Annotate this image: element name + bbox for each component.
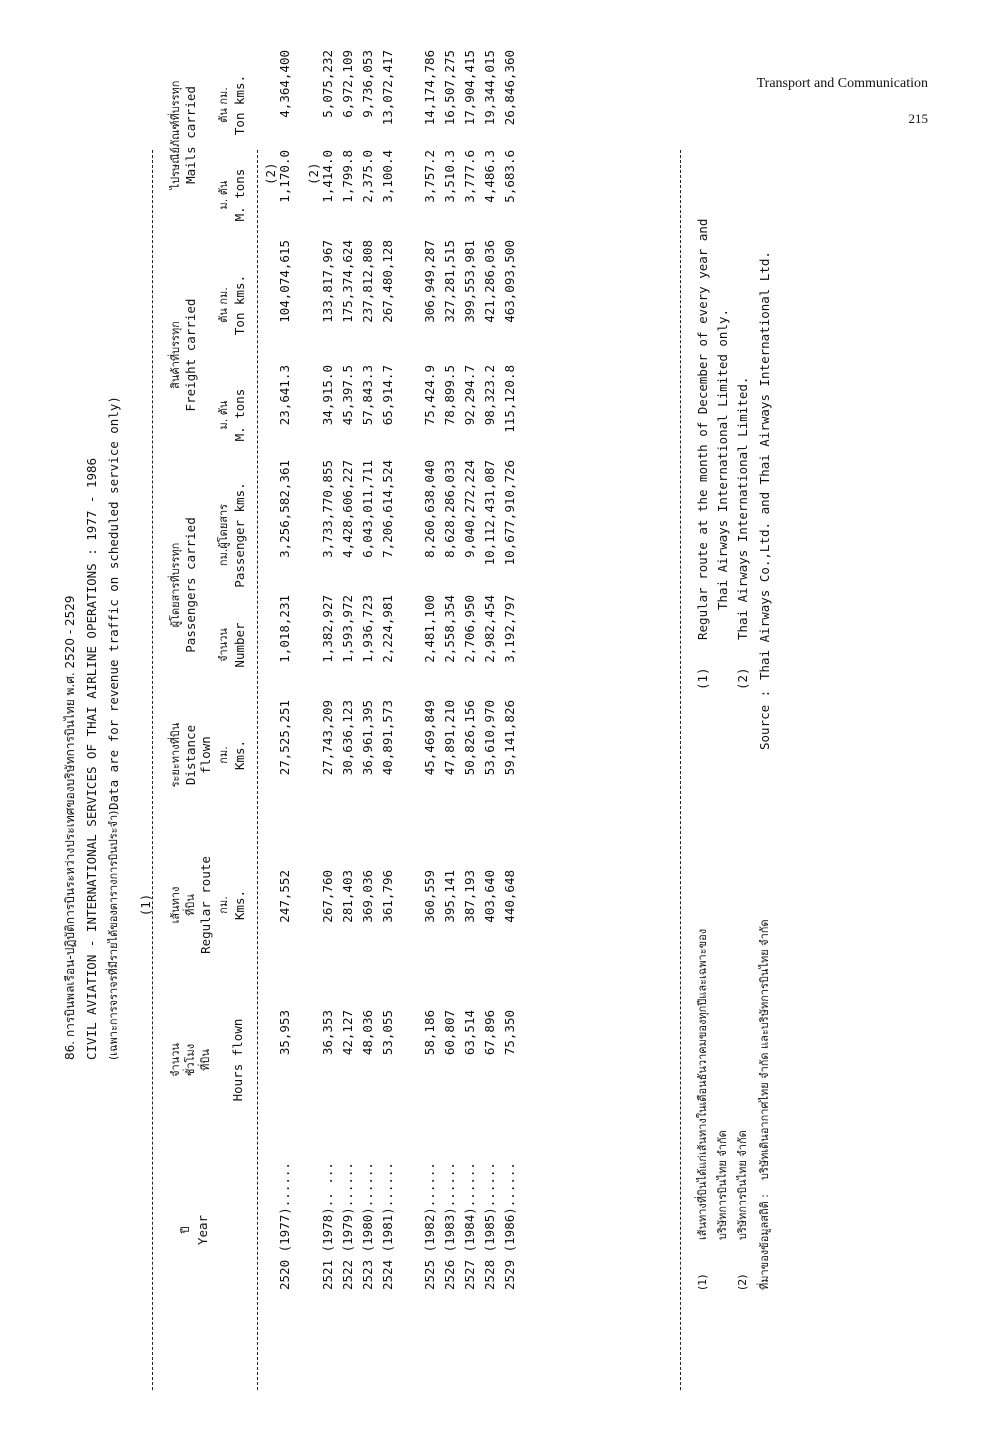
footnote-text-eng: Regular route at the month of December of every year and bbox=[695, 218, 710, 640]
cell-freight-tonkms: 327,281,515 bbox=[442, 240, 457, 323]
cell-freight-mtons: 115,120.8 bbox=[502, 365, 517, 433]
cell-passenger-kms: 6,043,011,711 bbox=[360, 460, 375, 558]
cell-year: 2525 (1982)...... bbox=[422, 1162, 437, 1290]
cell-year: 2523 (1980)...... bbox=[360, 1162, 375, 1290]
route-header-thai-2: ที่บิน bbox=[184, 894, 197, 916]
cell-mails-mtons: 1,170.0 bbox=[277, 150, 292, 203]
freight-tonkms-eng: Ton kms. bbox=[232, 274, 247, 336]
distance-header-eng-2: flown bbox=[198, 736, 213, 774]
cell-year: 2526 (1983)...... bbox=[442, 1162, 457, 1290]
cell-passengers-number: 3,192,797 bbox=[502, 595, 517, 663]
cell-distance-flown: 27,743,209 bbox=[320, 700, 335, 776]
cell-distance-flown: 59,141,826 bbox=[502, 700, 517, 776]
cell-distance-flown: 30,636,123 bbox=[340, 700, 355, 776]
cell-hours-flown: 58,186 bbox=[422, 1010, 437, 1056]
cell-freight-mtons: 92,294.7 bbox=[462, 365, 477, 426]
cell-passenger-kms: 10,112,431,087 bbox=[482, 460, 497, 566]
distance-unit-eng: Kms. bbox=[232, 739, 247, 771]
route-header-thai-1: เส้นทาง bbox=[169, 886, 182, 924]
hours-header-eng: Hours flown bbox=[230, 1018, 245, 1102]
cell-hours-flown: 60,807 bbox=[442, 1010, 457, 1056]
cell-year: 2521 (1978).. ... bbox=[320, 1162, 335, 1290]
footnote-mark-eng: (1) bbox=[695, 667, 710, 690]
footnote-mark-eng: Source : bbox=[757, 689, 772, 750]
running-header-section: Transport and Communication bbox=[756, 76, 928, 91]
distance-header-eng-1: Distance bbox=[183, 724, 198, 786]
cell-passenger-kms: 7,206,614,524 bbox=[380, 460, 395, 558]
hours-header-thai-1: จำนวน bbox=[169, 1043, 182, 1077]
cell-mails-tonkms: 13,072,417 bbox=[380, 50, 395, 126]
mails-footnote-mark: (2) bbox=[306, 162, 321, 185]
cell-hours-flown: 36,353 bbox=[320, 1010, 335, 1056]
footnote-text-thai: เส้นทางที่บินได้แก่เส้นทางในเดือนธันวาคมของทุกปีและเฉพาะของ bbox=[696, 928, 709, 1240]
cell-freight-mtons: 34,915.0 bbox=[320, 365, 335, 426]
cell-passenger-kms: 4,428,606,227 bbox=[340, 460, 355, 558]
cell-mails-mtons: 3,777.6 bbox=[462, 150, 477, 203]
cell-passengers-number: 1,382,927 bbox=[320, 595, 335, 663]
footnote-mark-thai: ที่มาของข้อมูลสถิติ : bbox=[758, 1193, 771, 1290]
cell-regular-route: 281,403 bbox=[340, 870, 355, 923]
cell-freight-mtons: 57,843.3 bbox=[360, 365, 375, 426]
cell-passenger-kms: 8,628,286,033 bbox=[442, 460, 457, 558]
cell-regular-route: 247,552 bbox=[277, 870, 292, 923]
cell-freight-mtons: 45,397.5 bbox=[340, 365, 355, 426]
cell-regular-route: 387,193 bbox=[462, 870, 477, 923]
cell-freight-mtons: 75,424.9 bbox=[422, 365, 437, 426]
cell-distance-flown: 36,961,395 bbox=[360, 700, 375, 776]
header-bottom-rule bbox=[257, 150, 258, 1390]
cell-freight-tonkms: 399,553,981 bbox=[462, 240, 477, 323]
route-unit-thai: กม. bbox=[217, 896, 230, 914]
cell-mails-tonkms: 6,972,109 bbox=[340, 50, 355, 118]
route-unit-eng: Kms. bbox=[232, 889, 247, 921]
mails-mtons-eng: M. tons bbox=[232, 168, 247, 222]
cell-passenger-kms: 3,256,582,361 bbox=[277, 460, 292, 558]
cell-mails-mtons: 1,414.0 bbox=[320, 150, 335, 203]
cell-passengers-number: 2,558,354 bbox=[442, 595, 457, 663]
rotated-statistics-table bbox=[52, 50, 832, 1390]
cell-mails-mtons: 3,100.4 bbox=[380, 150, 395, 203]
cell-mails-mtons: 5,683.6 bbox=[502, 150, 517, 203]
page-number: 215 bbox=[908, 111, 928, 126]
cell-year: 2522 (1979)...... bbox=[340, 1162, 355, 1290]
cell-freight-tonkms: 133,817,967 bbox=[320, 240, 335, 323]
cell-mails-tonkms: 5,075,232 bbox=[320, 50, 335, 118]
cell-passengers-number: 1,018,231 bbox=[277, 595, 292, 663]
cell-year: 2527 (1984)...... bbox=[462, 1162, 477, 1290]
cell-hours-flown: 42,127 bbox=[340, 1010, 355, 1056]
passengers-header-thai: ผู้โดยสารที่บรรทุก bbox=[169, 542, 182, 628]
footnote-text-thai: บริษัทการบินไทย จำกัด bbox=[716, 1130, 729, 1240]
cell-passengers-number: 1,593,972 bbox=[340, 595, 355, 663]
cell-mails-tonkms: 16,507,275 bbox=[442, 50, 457, 126]
cell-regular-route: 440,648 bbox=[502, 870, 517, 923]
cell-freight-mtons: 98,323.2 bbox=[482, 365, 497, 426]
cell-freight-tonkms: 175,374,624 bbox=[340, 240, 355, 323]
passenger-kms-eng: Passenger kms. bbox=[232, 482, 247, 588]
mails-tonkms-thai: ตัน กม. bbox=[217, 87, 230, 123]
passengers-number-eng: Number bbox=[232, 622, 247, 668]
footnote-mark-thai: (1) bbox=[696, 1274, 709, 1290]
footnote-mark-eng: (2) bbox=[735, 667, 750, 690]
cell-mails-mtons: 3,510.3 bbox=[442, 150, 457, 203]
cell-freight-tonkms: 306,949,287 bbox=[422, 240, 437, 323]
cell-regular-route: 361,796 bbox=[380, 870, 395, 923]
cell-freight-tonkms: 421,286,036 bbox=[482, 240, 497, 323]
cell-freight-tonkms: 237,812,808 bbox=[360, 240, 375, 323]
cell-mails-mtons: 3,757.2 bbox=[422, 150, 437, 203]
footnote-text-thai: บริษัทการบินไทย จำกัด bbox=[736, 1130, 749, 1240]
cell-freight-mtons: 65,914.7 bbox=[380, 365, 395, 426]
passengers-number-thai: จำนวน bbox=[217, 628, 230, 662]
cell-mails-tonkms: 26,846,360 bbox=[502, 50, 517, 126]
cell-passengers-number: 2,982,454 bbox=[482, 595, 497, 663]
distance-unit-thai: กม. bbox=[217, 746, 230, 764]
cell-regular-route: 360,559 bbox=[422, 870, 437, 923]
freight-header-thai: สินค้าที่บรรทุก bbox=[169, 321, 182, 389]
table-scope-note-english: Data are for revenue traffic on scheduled service only) bbox=[106, 396, 121, 810]
cell-distance-flown: 47,891,210 bbox=[442, 700, 457, 776]
cell-mails-mtons: 1,799.8 bbox=[340, 150, 355, 203]
distance-header-thai: ระยะทางที่บิน bbox=[169, 722, 182, 788]
cell-year: 2529 (1986)...... bbox=[502, 1162, 517, 1290]
footnote-mark-thai: (2) bbox=[736, 1274, 749, 1290]
mails-footnote-mark: (2) bbox=[263, 162, 278, 185]
route-header-eng: Regular route bbox=[198, 856, 213, 954]
cell-mails-tonkms: 17,904,415 bbox=[462, 50, 477, 126]
freight-header-eng: Freight carried bbox=[183, 298, 198, 412]
table-title-english: CIVIL AVIATION - INTERNATIONAL SERVICES OF THAI AIRLINE OPERATIONS : 1977 - 1986 bbox=[84, 457, 99, 1060]
freight-mtons-thai: ม. ตัน bbox=[217, 400, 230, 430]
table-bottom-rule bbox=[680, 150, 681, 1390]
cell-passenger-kms: 3,733,770,855 bbox=[320, 460, 335, 558]
cell-freight-tonkms: 463,093,500 bbox=[502, 240, 517, 323]
cell-year: 2520 (1977)...... bbox=[277, 1162, 292, 1290]
table-scope-note-thai: (เฉพาะการจราจรที่มีรายได้ของตารางการบินประจำ) bbox=[107, 810, 120, 1060]
cell-mails-mtons: 4,486.3 bbox=[482, 150, 497, 203]
freight-mtons-eng: M. tons bbox=[232, 388, 247, 442]
footnote-text-eng: Thai Airways International Limited. bbox=[735, 376, 750, 640]
cell-freight-mtons: 23,641.3 bbox=[277, 365, 292, 426]
cell-distance-flown: 45,469,849 bbox=[422, 700, 437, 776]
cell-hours-flown: 53,055 bbox=[380, 1010, 395, 1056]
footnote-text-thai: บริษัทเดินอากาศไทย จำกัด และบริษัทการบินไทย จำกัด bbox=[758, 919, 771, 1180]
cell-regular-route: 403,640 bbox=[482, 870, 497, 923]
cell-passenger-kms: 8,260,638,040 bbox=[422, 460, 437, 558]
footnote-text-eng: Thai Airways Co.,Ltd. and Thai Airways International Ltd. bbox=[757, 251, 772, 680]
cell-mails-tonkms: 19,344,015 bbox=[482, 50, 497, 126]
table-title-thai: 86. การบินพลเรือน-ปฏิบัติการบินระหว่างประเทศของบริษัทการบินไทย พ.ศ. 2520 - 2529 bbox=[63, 595, 77, 1060]
cell-freight-tonkms: 104,074,615 bbox=[277, 240, 292, 323]
footnote-text-eng: Thai Airways International Limited only. bbox=[715, 308, 730, 610]
cell-passengers-number: 2,224,981 bbox=[380, 595, 395, 663]
cell-passenger-kms: 10,677,910,726 bbox=[502, 460, 517, 566]
cell-hours-flown: 75,350 bbox=[502, 1010, 517, 1056]
cell-mails-mtons: 2,375.0 bbox=[360, 150, 375, 203]
cell-freight-mtons: 78,899.5 bbox=[442, 365, 457, 426]
cell-hours-flown: 48,036 bbox=[360, 1010, 375, 1056]
cell-regular-route: 395,141 bbox=[442, 870, 457, 923]
cell-mails-tonkms: 4,364,400 bbox=[277, 50, 292, 118]
cell-distance-flown: 40,891,573 bbox=[380, 700, 395, 776]
cell-passengers-number: 2,481,100 bbox=[422, 595, 437, 663]
cell-hours-flown: 63,514 bbox=[462, 1010, 477, 1056]
mails-header-eng: Mails carried bbox=[183, 86, 198, 184]
hours-header-thai-3: ที่บิน bbox=[199, 1049, 212, 1071]
cell-freight-tonkms: 267,480,128 bbox=[380, 240, 395, 323]
cell-mails-tonkms: 9,736,053 bbox=[360, 50, 375, 118]
cell-passengers-number: 2,706,950 bbox=[462, 595, 477, 663]
cell-regular-route: 369,036 bbox=[360, 870, 375, 923]
passengers-header-eng: Passengers carried bbox=[183, 517, 198, 653]
year-header-eng: Year bbox=[195, 1214, 210, 1246]
cell-year: 2524 (1981)...... bbox=[380, 1162, 395, 1290]
mails-tonkms-eng: Ton kms. bbox=[232, 74, 247, 136]
freight-tonkms-thai: ตัน กม. bbox=[217, 287, 230, 323]
cell-hours-flown: 35,953 bbox=[277, 1010, 292, 1056]
mails-mtons-thai: ม. ตัน bbox=[217, 180, 230, 210]
cell-distance-flown: 27,525,251 bbox=[277, 700, 292, 776]
cell-regular-route: 267,760 bbox=[320, 870, 335, 923]
year-header-thai: ปี bbox=[179, 1226, 192, 1234]
route-footnote-mark: (1) bbox=[138, 893, 153, 917]
cell-mails-tonkms: 14,174,786 bbox=[422, 50, 437, 126]
hours-header-thai-2: ชั่วโมง bbox=[184, 1043, 197, 1077]
cell-passenger-kms: 9,040,272,224 bbox=[462, 460, 477, 558]
header-top-rule bbox=[152, 150, 153, 1390]
mails-header-thai: ไปรษณีย์ภัณฑ์ที่บรรทุก bbox=[169, 80, 182, 190]
cell-hours-flown: 67,896 bbox=[482, 1010, 497, 1056]
cell-year: 2528 (1985)...... bbox=[482, 1162, 497, 1290]
passenger-kms-thai: กม.ผู้โดยสาร bbox=[217, 503, 230, 567]
cell-distance-flown: 50,826,156 bbox=[462, 700, 477, 776]
cell-passengers-number: 1,936,723 bbox=[360, 595, 375, 663]
cell-distance-flown: 53,610,970 bbox=[482, 700, 497, 776]
